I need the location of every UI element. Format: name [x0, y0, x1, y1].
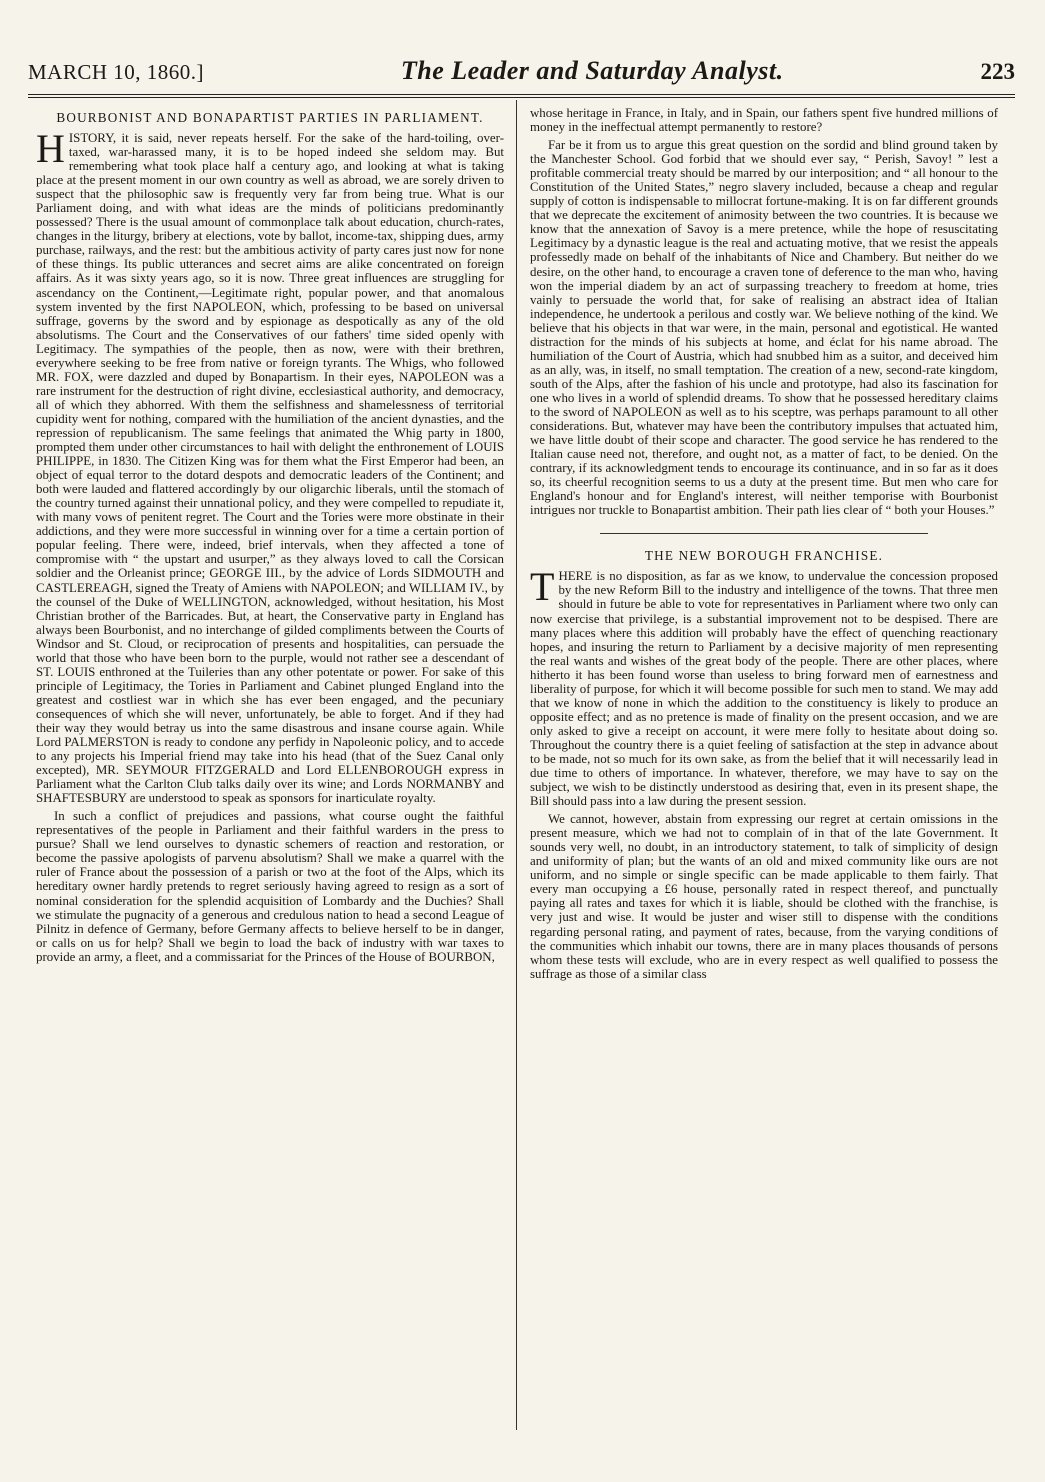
issue-date: MARCH 10, 1860.] [28, 60, 205, 84]
drop-cap: H [36, 126, 65, 171]
masthead-rule [28, 94, 1015, 95]
article-headline-bourbonist: BOURBONIST AND BONAPARTIST PARTIES IN PARLIAMENT. [56, 110, 484, 125]
article-separator [600, 533, 928, 534]
article-paragraph-continued: whose heritage in France, in Italy, and in Spain, our fathers spent five hundred millions of money in the ineffectual attempt permanently to restore? [530, 106, 998, 135]
article-paragraph: In such a conflict of prejudices and passions, what course ought the faithful representatives of the people in Parliament and their faithful warders in the press to pursue? Shall we lend ourselves to dynastic schemers of reaction and restoration, or become the passive apologists of parvenu absolutism? Shall we make a quarrel with the ruler of France about the possession of a parish or two at the foot of the Alps, which its hereditary owner hardly pretends to regret seriously having agreed to resign as a sort of nominal consideration for the splendid acquisition of Lombardy and the Duchies? Shall we stimulate the pugnacity of a generous and credulous nation to head a second League of Pilnitz in defence of Germany, before Germany affects to believe herself to be in danger, or calls on us for help? Shall we begin to load the back of industry with war taxes to provide an army, a fleet, and a commissariat for the Princes of the House of BOURBON, [36, 809, 504, 964]
masthead [28, 56, 1015, 90]
paragraph-text: HERE is no disposition, as far as we know, to undervalue the concession proposed by the new Reform Bill to the industry and intelligence of the towns. That three men should in future be able to vote for representatives in Parliament where two only can now exercise that privilege, is a substantial improvement not to be despised. There are many places where this addition will probably have the effect of quenching reactionary hopes, and insuring the return to Parliament by a decisive majority of men representing the real wants and wishes of the great body of the people. There are other places, where hitherto it has been found worse than useless to bring forward men of earnestness and liberality of purpose, for which it will become possible for such men to stand. We may add that we know of none in which the addition to the constituency is likely to produce an opposite effect; and as no pretence is made of finality on the present occasion, and we are only asked to give a receipt on account, it were mere folly to hesitate about doing so. Throughout the country there is a quiet feeling of satisfaction at the step in advance about to be made, not so much for its own sake, as from the belief that it will necessarily lead in due time to others of importance. In whatever, therefore, we may have to say on the subject, we wish to be distinctly understood as desiring that, even in its present shape, the Bill should pass into a law during the present session. [530, 569, 998, 809]
right-column [530, 106, 998, 981]
article-paragraph: Far be it from us to argue this great question on the sordid and blind ground taken by the Manchester School. God forbid that we should ever say, “ Perish, Savoy! ” lest a profitable commercial treaty should be marred by our interposition; and “ all honour to the Constitution of the United States,” negro slavery included, because a cheap and regular supply of cotton is indispensable to millocrat fortune-making. It is on far different grounds that we deprecate the excitement of animosity between the two countries. It is because we know that the annexation of Savoy is a mere pretence, while the hope of resuscitating Legitimacy by a dynastic league is the real and actuating motive, that we resist the appeals professedly made on behalf of the inhabitants of Nice and Chambery. But neither do we desire, on the other hand, to encourage a craven tone of deference to the man who, having won the imperial diadem by an act of surpassing treachery to freedom at home, tries vainly to persuade the world that, for sake of realising an abstract idea of Italian independence, he undertook a perilous and costly war. We believe nothing of the kind. We believe that his objects in that war were, in the main, personal and egotistical. He wanted distraction for the minds of his subjects at home, and éclat for his name abroad. The humiliation of the Court of Austria, which had snubbed him as a suitor, and deceived him as an ally, was, in itself, no small temptation. The creation of a new, second-rate kingdom, south of the Alps, after the fashion of his uncle and prototype, had also its fascination for one who lives in a world of splendid dreams. To show that he possessed hereditary claims to the sword of NAPOLEON as well as to his sceptre, was perhaps paramount to all other considerations. But, whatever may have been the contributory impulses that actuated him, we have little doubt of their scope and character. The good service he has rendered to the Italian cause need not, therefore, and ought not, as a matter of fact, to be denied. On the contrary, if its acknowledgment tends to encourage its continuance, and in so far as it does so, its cheerful recognition seems to us a duty at the present time. But men who care for England's honour and for England's interest, will neither temporise with Bourbonist intrigues nor truckle to Bonapartist ambition. Their path lies clear of “ both your Houses.” [530, 138, 998, 518]
page-number: 223 [980, 59, 1015, 84]
article-paragraph [36, 126, 504, 806]
article-headline-franchise: THE NEW BOROUGH FRANCHISE. [644, 548, 884, 564]
left-column [36, 106, 504, 964]
paragraph-text: ISTORY, it is said, never repeats herself. For the sake of the hard-toiling, over-taxed, war-harassed many, it is to be hoped indeed she seldom may. But remembering what took place half a century ago, and looking at what is taking place at the present moment in our own country as well as abroad, we are sorely driven to suspect that the philosophic saw is frequently very far from being true. What is our Parliament doing, and with what ideas are the minds of politicians predominantly possessed? There is the usual amount of commonplace talk about education, church-rates, changes in the liturgy, bribery at elections, vote by ballot, income-tax, shipping dues, army purchase, railways, and the rest: but the ambitious activity of party cares just now for none of these things. Its public utterances and secret aims are alike concentrated on foreign affairs. As it was sixty years ago, so it is now. Three great influences are struggling for ascendancy on the Continent,—Legitimate right, popular power, and that anomalous system invented by the first NAPOLEON, which, professing to be based on universal suffrage, governs by the sword and by espionage as despotically as any of the old absolutisms. The Court and the Conservatives of our fathers' time sided openly with Legitimacy. The sympathies of the people, then as now, were with their brethren, everywhere seeking to be free from native or foreign tyrants. The Whigs, who followed MR. FOX, were dazzled and duped by Bonapartism. In their eyes, NAPOLEON was a rare instrument for the destruction of right divine, ecclesiastical authority, and democracy, all of which they abhorred. With them the selfishness and shamelessness of territorial cupidity went for nothing, compared with the humiliation of the ancient dynasties, and the repression of republicanism. The same feelings that animated the Whig party in 1800, prompted them under other circumstances to hail with delight the enthronement of LOUIS PHILIPPE, in 1830. The Citizen King was for them what the First Emperor had been, an object of equal terror to the dotard despots and democratic leaders of the Continent; and both were lauded and flattered accordingly by our oligarchic liberals, until the stomach of the country turned against their unnational policy, and they were compelled to repudiate it, with many vows of penitent regret. The Court and the Tories were more obstinate in their addictions, and they were more successful in winning over for a time a certain portion of popular feeling. There were, indeed, brief intervals, when they affected a tone of compromise with “ the upstart and usurper,” as they always loved to call the Corsican soldier and the Orleanist prince; GEORGE III., by the advice of Lords SIDMOUTH and CASTLEREAGH, signed the Treaty of Amiens with NAPOLEON; and WILLIAM IV., by the counsel of the Duke of WELLINGTON, acknowledged, without hesitation, his Most Christian brother of the Barricades. But, at heart, the Conservative party in England has always been Bourbonist, and no interchange of gilded compliments between the Courts of Windsor and St. Cloud, or reciprocation of presents and hospitalities, can persuade the world that those who have been born to the purple, would not rather see a descendant of ST. LOUIS enthroned at the Tuileries than any other potentate or power. For sake of this principle of Legitimacy, the Tories in Parliament and Cabinet plunged England into the greatest and costliest war in which she has ever been engaged, and the pecuniary consequences of which she will never, unfortunately, be able to forget. And if they had their way they would betray us into the same disastrous and insane course again. While Lord PALMERSTON is ready to condone any perfidy in Napoleonic policy, and to accede to any projects his Imperial friend may take into his head (that of the Suez Canal only excepted), MR. SEYMOUR FITZGERALD and Lord ELLENBOROUGH express in Parliament what the Carlton Club talks daily over its wine; and Lords NORMANBY and SHAFTESBURY are understood to speak as sponsors for inarticulate royalty. [36, 131, 504, 806]
article-paragraph: We cannot, however, abstain from expressing our regret at certain omissions in the present measure, which we had not to complain of in that of the late Government. It sounds very well, no doubt, in an introductory statement, to talk of simplicity of design and uniformity of plan; but the wants of an old and mixed community like ours are not uniform, and no simple or single specific can be made applicable to them fairly. That every man occupying a £6 house, personally rated in respect thereof, and punctually paying all rates and taxes for which it is liable, should be clothed with the franchise, is very just and wise. It would be juster and wiser still to dispense with the conditions regarding personal rating, and payment of rates, because, from the varying conditions of the communities which inhabit our towns, there are in many places thousands of persons whom these tests will exclude, who are in every respect as well qualified to possess the suffrage as those of a similar class [530, 812, 998, 981]
drop-cap: T [530, 564, 555, 610]
article-paragraph [530, 564, 998, 809]
column-divider [516, 100, 517, 1430]
publication-title: The Leader and Saturday Analyst. [400, 56, 784, 85]
masthead-rule-secondary [28, 97, 1015, 98]
